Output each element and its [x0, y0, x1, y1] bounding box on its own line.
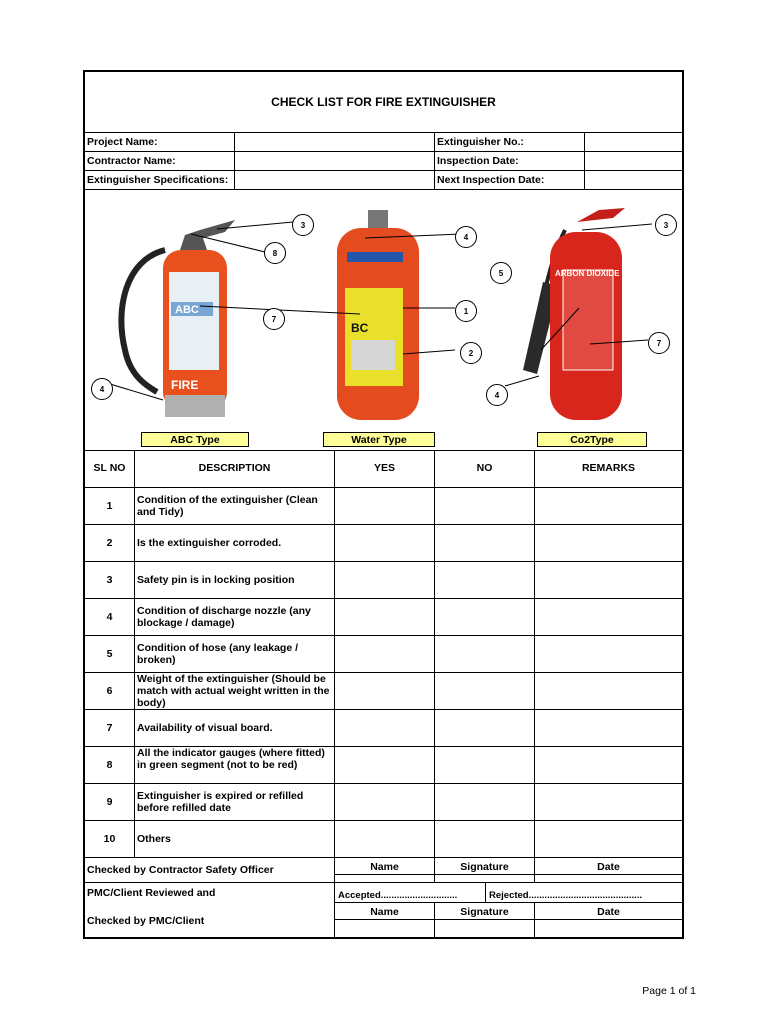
specifications-label: Extinguisher Specifications:	[87, 174, 229, 186]
row-no-cell[interactable]	[435, 673, 534, 709]
row-sl-no: 5	[106, 648, 113, 660]
col-header-yes: YES	[373, 462, 395, 474]
row-sl-no: 9	[106, 796, 113, 808]
row-sl-no: 7	[106, 722, 113, 734]
callout-marker: 8	[264, 242, 286, 264]
abc-base	[165, 395, 225, 417]
row-description: Weight of the extinguisher (Should be match with actual weight written in the body)	[137, 673, 330, 709]
row-no-cell[interactable]	[435, 488, 534, 524]
abc-label	[169, 272, 219, 370]
row-yes-cell[interactable]	[335, 673, 434, 709]
col-header-no: NO	[476, 462, 493, 474]
water-type-label: Water Type	[323, 432, 435, 447]
abc-valve	[180, 220, 235, 250]
pmc-reviewed-label: PMC/Client Reviewed and	[87, 887, 216, 899]
callout-marker: 3	[655, 214, 677, 236]
row-description: Safety pin is in locking position	[137, 574, 295, 586]
extinguisher-illustration	[85, 190, 682, 450]
row-yes-cell[interactable]	[335, 525, 434, 561]
row-remarks-cell[interactable]	[535, 747, 682, 783]
row-description: Is the extinguisher corroded.	[137, 537, 282, 549]
contractor-name-field[interactable]	[235, 152, 434, 170]
row-description: Condition of the extinguisher (Clean and Tidy)	[137, 494, 318, 518]
col-header-description: DESCRIPTION	[198, 462, 271, 474]
row-sl-no: 8	[106, 759, 113, 771]
abc-extinguisher-image	[121, 220, 235, 417]
water-cap	[368, 210, 388, 230]
abc-type-label: ABC Type	[141, 432, 249, 447]
row-yes-cell[interactable]	[335, 710, 434, 746]
row-remarks-cell[interactable]	[535, 636, 682, 672]
divider	[334, 882, 335, 902]
row-yes-cell[interactable]	[335, 821, 434, 857]
row-remarks-cell[interactable]	[535, 562, 682, 598]
contractor-name-header: Name	[370, 861, 399, 873]
row-sl-no: 10	[103, 833, 116, 845]
co2-label	[563, 270, 613, 370]
row-description: Others	[137, 833, 171, 845]
co2-text: ARBON DIOXIDE	[555, 269, 620, 278]
checklist-sheet	[83, 70, 684, 939]
row-sl-no: 4	[106, 611, 113, 623]
pmc-signature-header: Signature	[460, 906, 509, 918]
contractor-signoff-fields[interactable]	[335, 875, 682, 883]
divider	[85, 450, 682, 451]
abc-letters: ABC	[175, 304, 199, 316]
col-header-sl-no: SL NO	[93, 462, 126, 474]
row-remarks-cell[interactable]	[535, 710, 682, 746]
callout-marker: 4	[455, 226, 477, 248]
water-label	[345, 288, 403, 386]
accepted-field[interactable]: Accepted.............................	[338, 890, 458, 901]
col-header-remarks: REMARKS	[581, 462, 636, 474]
row-yes-cell[interactable]	[335, 599, 434, 635]
row-remarks-cell[interactable]	[535, 525, 682, 561]
inspection-date-field[interactable]	[585, 152, 682, 170]
row-description: Availability of visual board.	[137, 722, 273, 734]
row-no-cell[interactable]	[435, 562, 534, 598]
callout-marker: 2	[460, 342, 482, 364]
next-inspection-date-label: Next Inspection Date:	[437, 174, 545, 186]
divider	[85, 857, 682, 858]
divider	[434, 132, 435, 190]
callout-marker: 7	[263, 308, 285, 330]
divider	[485, 882, 486, 902]
water-label-panel	[351, 340, 395, 370]
page-title: CHECK LIST FOR FIRE EXTINGUISHER	[85, 72, 682, 133]
row-no-cell[interactable]	[435, 636, 534, 672]
pmc-signoff-fields[interactable]	[335, 920, 682, 938]
extinguisher-no-label: Extinguisher No.:	[437, 136, 524, 148]
pmc-name-header: Name	[370, 906, 399, 918]
specifications-field[interactable]	[235, 171, 434, 189]
callout-marker: 1	[455, 300, 477, 322]
co2-type-label: Co2Type	[537, 432, 647, 447]
abc-fire-text: FIRE	[171, 378, 199, 392]
inspection-date-label: Inspection Date:	[437, 155, 519, 167]
row-yes-cell[interactable]	[335, 562, 434, 598]
contractor-signature-header: Signature	[460, 861, 509, 873]
row-remarks-cell[interactable]	[535, 599, 682, 635]
row-remarks-cell[interactable]	[535, 821, 682, 857]
water-extinguisher-image	[337, 210, 419, 420]
row-no-cell[interactable]	[435, 525, 534, 561]
water-band	[347, 252, 403, 262]
row-yes-cell[interactable]	[335, 488, 434, 524]
row-remarks-cell[interactable]	[535, 488, 682, 524]
row-yes-cell[interactable]	[335, 636, 434, 672]
row-yes-cell[interactable]	[335, 747, 434, 783]
pmc-date-header: Date	[597, 906, 620, 918]
abc-hose	[121, 250, 165, 392]
row-remarks-cell[interactable]	[535, 784, 682, 820]
row-description: All the indicator gauges (where fitted) in green segment (not to be red)	[137, 747, 325, 771]
contractor-name-label: Contractor Name:	[87, 155, 176, 167]
row-no-cell[interactable]	[435, 821, 534, 857]
row-sl-no: 3	[106, 574, 113, 586]
row-sl-no: 6	[106, 685, 113, 697]
rejected-field[interactable]: Rejected...........................................	[489, 890, 643, 901]
callout-marker: 7	[648, 332, 670, 354]
project-name-field[interactable]	[235, 133, 434, 151]
water-letters: BC	[351, 321, 369, 335]
checked-by-contractor-label: Checked by Contractor Safety Officer	[87, 864, 274, 876]
extinguisher-no-field[interactable]	[585, 133, 682, 151]
callout-marker: 3	[292, 214, 314, 236]
row-sl-no: 2	[106, 537, 113, 549]
row-sl-no: 1	[106, 500, 113, 512]
row-no-cell[interactable]	[435, 710, 534, 746]
row-no-cell[interactable]	[435, 784, 534, 820]
checked-by-pmc-label: Checked by PMC/Client	[87, 915, 205, 927]
row-no-cell[interactable]	[435, 747, 534, 783]
row-yes-cell[interactable]	[335, 784, 434, 820]
row-description: Condition of hose (any leakage / broken)	[137, 642, 299, 666]
row-no-cell[interactable]	[435, 599, 534, 635]
callout-marker: 4	[91, 378, 113, 400]
row-remarks-cell[interactable]	[535, 673, 682, 709]
divider	[134, 450, 135, 857]
callout-marker: 4	[486, 384, 508, 406]
project-name-label: Project Name:	[87, 136, 158, 148]
co2-handle	[577, 208, 625, 222]
next-inspection-date-field[interactable]	[585, 171, 682, 189]
callout-marker: 5	[490, 262, 512, 284]
row-description: Extinguisher is expired or refilled before refilled date	[137, 790, 304, 814]
divider	[335, 902, 682, 903]
row-description: Condition of discharge nozzle (any blockage / damage)	[137, 605, 311, 629]
contractor-date-header: Date	[597, 861, 620, 873]
page-number: Page 1 of 1	[642, 985, 696, 997]
